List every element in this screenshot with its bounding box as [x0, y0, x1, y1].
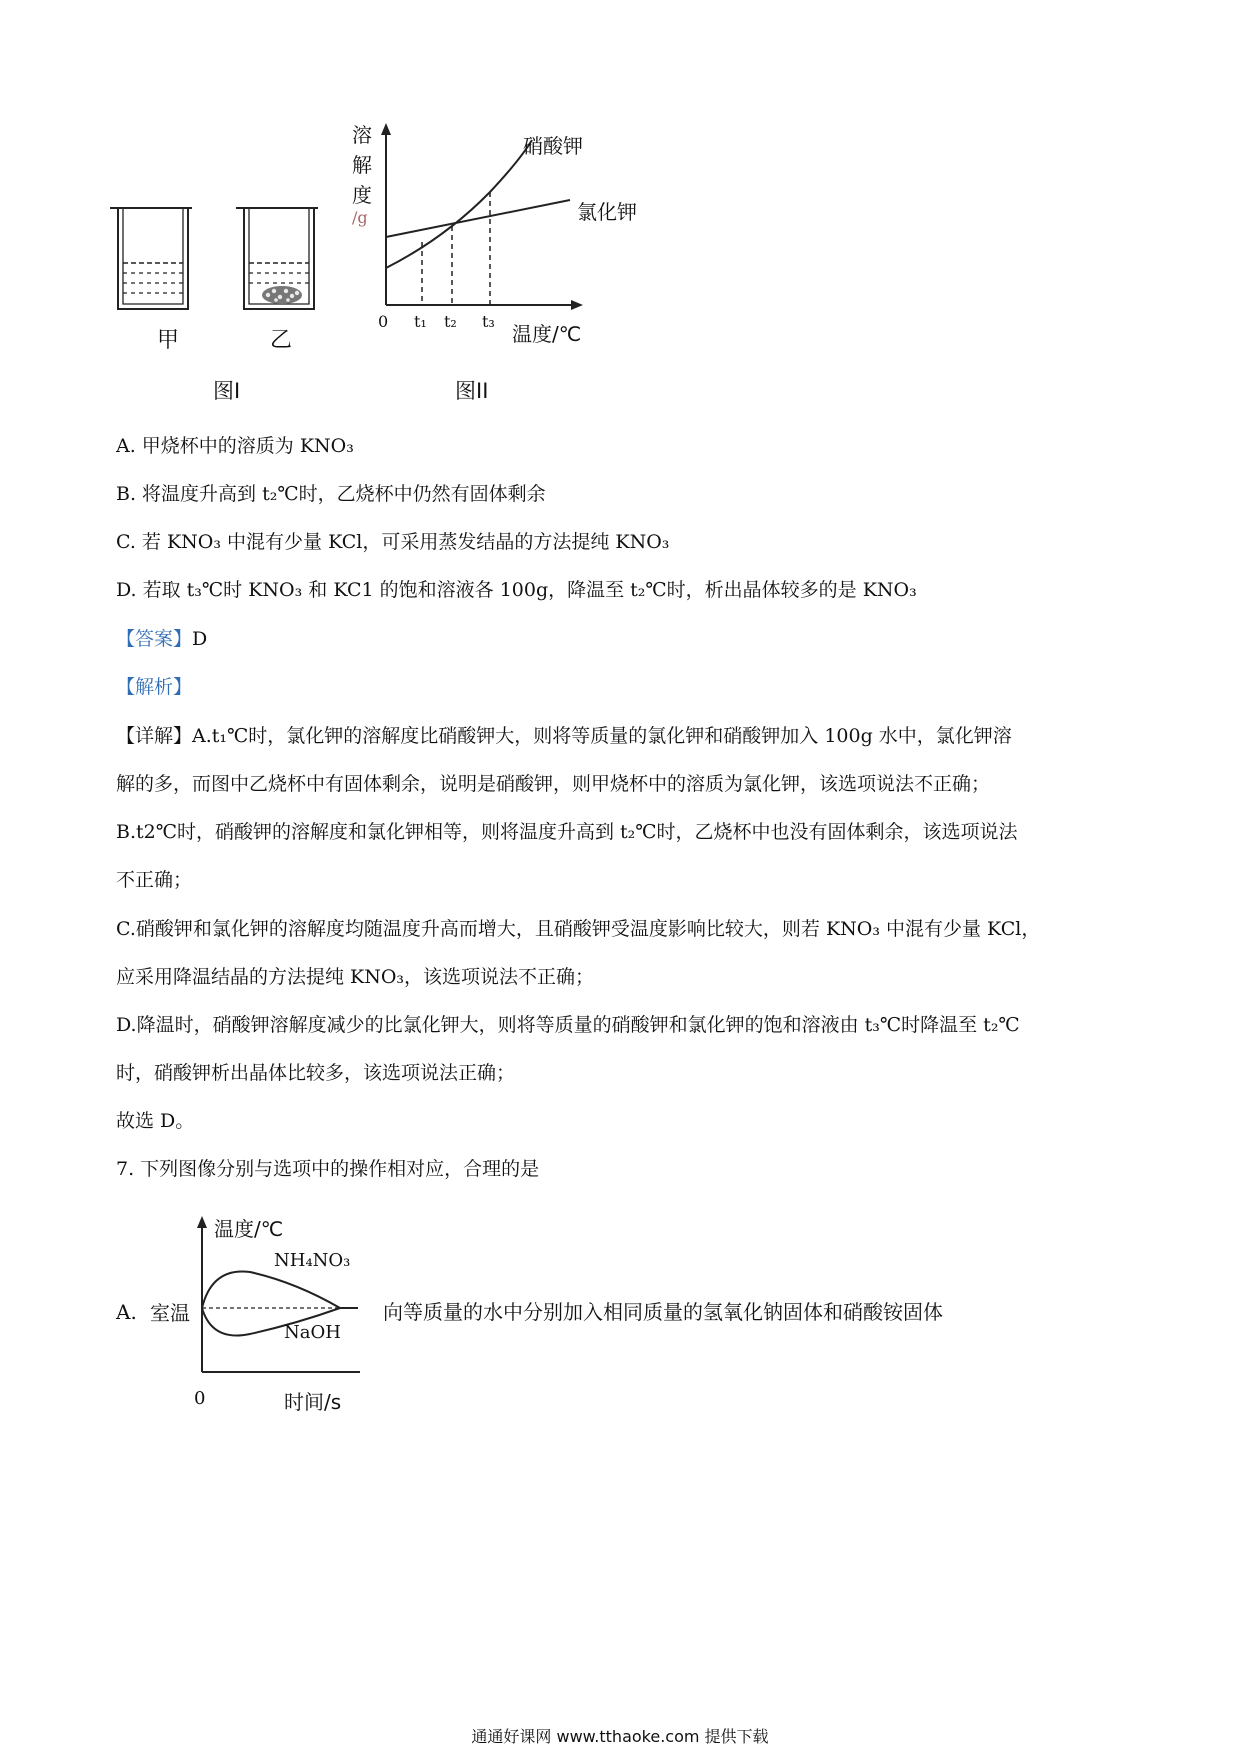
tick-t1: t₁: [414, 312, 427, 331]
detail-line-8: 时，硝酸钾析出晶体比较多，该选项说法正确；: [116, 1062, 516, 1084]
origin-label: 0: [378, 312, 389, 331]
detail-label: 【详解】: [116, 725, 193, 747]
detail-line-2: 解的多，而图中乙烧杯中有固体剩余，说明是硝酸钾，则甲烧杯中的溶质为氯化钾，该选项说法不正确；: [116, 773, 991, 795]
option-a: A. 甲烧杯中的溶质为 KNO₃: [116, 435, 354, 457]
time-axis-label: 时间/s: [284, 1390, 342, 1414]
kno3-curve: [386, 140, 532, 268]
q7-option-a-text: 向等质量的水中分别加入相同质量的氢氧化钠固体和硝酸铵固体: [383, 1300, 943, 1324]
option-c: C. 若 KNO₃ 中混有少量 KCl，可采用蒸发结晶的方法提纯 KNO₃: [116, 531, 670, 553]
detail-line-3: B.t2℃时，硝酸钾的溶解度和氯化钾相等，则将温度升高到 t₂℃时，乙烧杯中也没有固体剩余，该选项说法: [116, 821, 1018, 843]
q7-origin-label: 0: [194, 1388, 206, 1409]
detail-line-1: 【详解】A.t₁℃时，氯化钾的溶解度比硝酸钾大，则将等质量的氯化钾和硝酸钾加入 100g 水中，氯化钾溶: [116, 725, 1012, 747]
figure1-caption: 图I: [213, 379, 241, 403]
detail-line-7: D.降温时，硝酸钾溶解度减少的比氯化钾大，则将等质量的硝酸钾和氯化钾的饱和溶液由 t₃℃时降温至 t₂℃: [116, 1014, 1020, 1036]
temperature-time-chart: [190, 1212, 370, 1382]
option-b: B. 将温度升高到 t₂℃时，乙烧杯中仍然有固体剩余: [116, 483, 546, 505]
detail-line-4: 不正确；: [116, 869, 193, 891]
nh4no3-label: NH₄NO₃: [274, 1250, 351, 1271]
kno3-label: 硝酸钾: [523, 134, 583, 158]
beaker-jia: [110, 208, 192, 309]
room-temp-label: 室温: [150, 1301, 190, 1325]
beaker-yi-label: 乙: [270, 328, 293, 353]
detail-line-6: 应采用降温结晶的方法提纯 KNO₃，该选项说法不正确；: [116, 966, 595, 988]
answer-value: D: [192, 628, 208, 650]
tick-t2: t₂: [444, 312, 457, 331]
detail-line-5: C.硝酸钾和氯化钾的溶解度均随温度升高而增大，且硝酸钾受温度影响比较大，则若 KNO₃ 中混有少量 KCl，: [116, 918, 1041, 940]
beaker-jia-label: 甲: [157, 328, 180, 353]
kcl-curve: [386, 200, 570, 237]
upper-curve: [202, 1271, 358, 1308]
solubility-axis-label: 溶 解 度: [352, 123, 372, 207]
kcl-label: 氯化钾: [577, 200, 637, 224]
figure2-caption: 图II: [455, 379, 489, 403]
beaker-yi: [236, 208, 318, 309]
q7-option-a-letter: A.: [116, 1300, 137, 1324]
answer-line: [116, 630, 207, 649]
page-footer: 通通好课网 www.tthaoke.com 提供下载: [471, 1727, 769, 1746]
detail-line-9: 故选 D。: [116, 1110, 195, 1132]
answer-label: 【答案】: [116, 628, 193, 650]
q7-temp-axis-label: 温度/℃: [214, 1217, 284, 1241]
naoh-label: NaOH: [284, 1322, 341, 1343]
beakers-figure: [110, 205, 340, 315]
analysis-label: 【解析】: [116, 676, 193, 698]
option-d: D. 若取 t₃℃时 KNO₃ 和 KC1 的饱和溶液各 100g，降温至 t₂℃时，析出晶体较多的是 KNO₃: [116, 579, 917, 601]
solubility-unit: /g: [352, 208, 368, 227]
temperature-axis-label: 温度/℃: [512, 322, 582, 346]
tick-t3: t₃: [482, 312, 495, 331]
question-7-stem: 7. 下列图像分别与选项中的操作相对应，合理的是: [116, 1158, 540, 1180]
